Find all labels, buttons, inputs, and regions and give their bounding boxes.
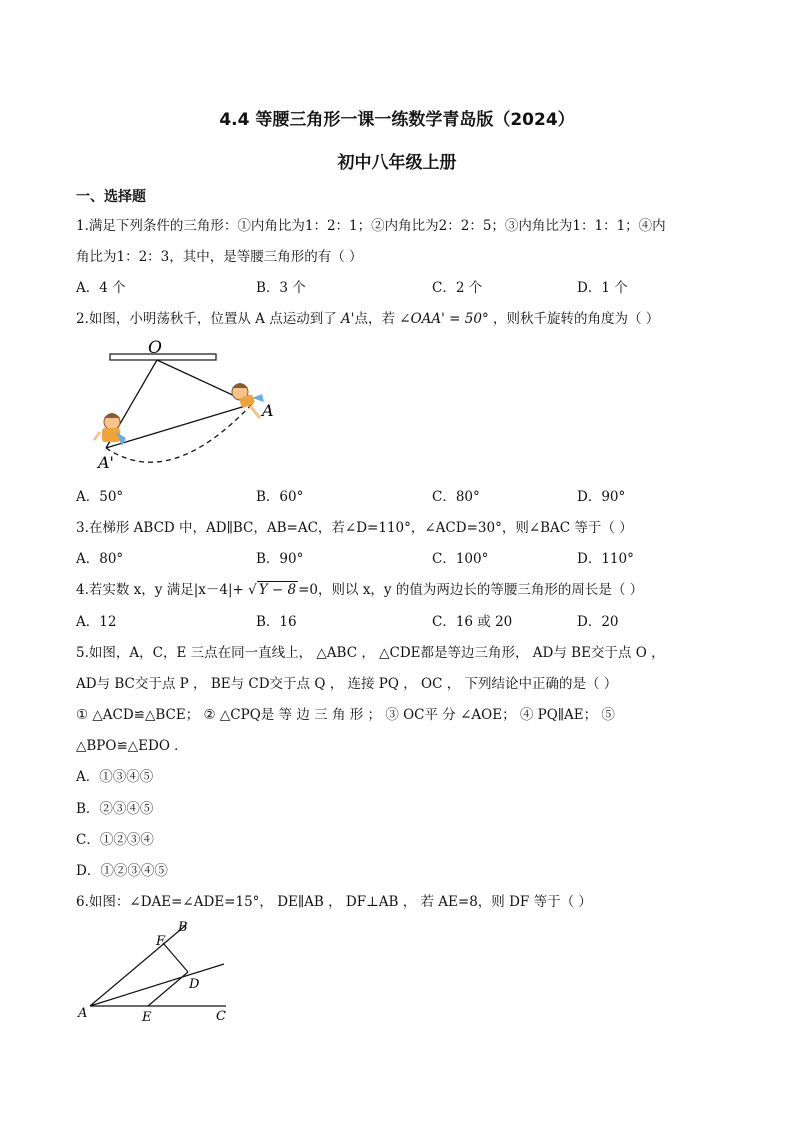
line-ab <box>90 925 186 1006</box>
q4-option-c: C．16 或 20 <box>432 614 513 630</box>
q4-stem-part: 4.若实数 x，y 满足|x－4|+ √ <box>76 582 257 598</box>
q5-line3: ① △ACD≌△BCE； ② △CPQ是 等 边 三 角 形 ； ③ OC平 分 ∠AOE； ④ PQ∥AE； ⑤ <box>76 707 615 723</box>
label-d: D <box>189 977 200 992</box>
child-right-icon <box>232 383 264 418</box>
q1-option-b: B．3 个 <box>256 280 306 296</box>
q5-line1: 5.如图，A，C，E 三点在同一直线上， △ABC ， △CDE都是等边三角形， AD与 BE交于点 O ， <box>76 645 665 661</box>
q2-stem-part: ，则秋千旋转的角度为（ ） <box>488 311 660 327</box>
swing-figure <box>90 336 290 476</box>
label-a: A <box>262 401 274 420</box>
q2-stem <box>76 309 659 329</box>
q1-line1: 1.满足下列条件的三角形：①内角比为1：2：1；②内角比为2：2：5；③内角比为1：1：1；④内 <box>76 218 666 234</box>
page-subtitle: 初中八年级上册 <box>337 153 457 173</box>
q5-option-a: A．①③④⑤ <box>76 769 154 785</box>
q5-option-d: D．①②③④⑤ <box>76 863 168 879</box>
label-e: E <box>142 1010 152 1025</box>
q4-option-b: B．16 <box>256 614 297 630</box>
q4-stem <box>76 580 643 600</box>
child-left-icon <box>94 413 126 446</box>
q2-option-d: D．90° <box>577 489 626 505</box>
label-a-prime: A' <box>98 453 114 472</box>
q1-line2: 角比为1：2：3，其中，是等腰三角形的有（ ） <box>76 249 363 265</box>
q5-option-b: B．②③④⑤ <box>76 801 154 817</box>
page-title: 4.4 等腰三角形一课一练数学青岛版（2024） <box>219 110 575 130</box>
q3-option-d: D．110° <box>577 551 634 567</box>
q4-option-d: D．20 <box>577 614 619 630</box>
q3-option-a: A．80° <box>76 551 124 567</box>
q1-option-a: A．4 个 <box>76 280 126 296</box>
swing-arc <box>106 404 252 462</box>
q4-option-a: A．12 <box>76 614 117 630</box>
label-b: B <box>178 920 188 935</box>
line-ad <box>90 964 224 1006</box>
q1-option-d: D．1 个 <box>577 280 628 296</box>
label-a: A <box>78 1006 88 1021</box>
section-heading: 一、选择题 <box>76 189 146 205</box>
q2-option-a: A．50° <box>76 489 124 505</box>
q5-line4: △BPO≌△EDO ． <box>76 738 188 754</box>
q2-stem-part: 2.如图，小明荡秋千，位置从 A 点运动到了 <box>76 311 342 327</box>
geometry-figure <box>74 915 244 1027</box>
segment-ed <box>148 972 188 1006</box>
label-f: F <box>156 934 166 949</box>
q6-stem: 6.如图：∠DAE=∠ADE=15°， DE∥AB ， DF⊥AB ， 若 AE=8，则 DF 等于（ ） <box>76 894 592 910</box>
q2-option-c: C．80° <box>432 489 480 505</box>
q3-stem: 3.在梯形 ABCD 中，AD∥BC，AB=AC，若∠D=110°，∠ACD=30°，则∠BAC 等于（ ） <box>76 520 633 536</box>
q4-stem-part: =0，则以 x，y 的值为两边长的等腰三角形的周长是（ ） <box>298 582 644 598</box>
q2-option-b: B．60° <box>256 489 304 505</box>
q2-stem-aprime: A' <box>341 311 355 327</box>
label-o: O <box>148 338 162 358</box>
q3-option-b: B．90° <box>256 551 304 567</box>
swing-bar <box>110 354 216 360</box>
label-c: C <box>216 1009 226 1024</box>
q2-stem-part: 点，若 <box>354 311 400 327</box>
q5-option-c: C．①②③④ <box>76 832 154 848</box>
q4-sqrt-expr: Y − 8 <box>258 582 297 598</box>
q3-option-c: C．100° <box>432 551 489 567</box>
q1-option-c: C．2 个 <box>432 280 483 296</box>
q5-line2: AD与 BC交于点 P ， BE与 CD交于点 Q ， 连接 PQ ， OC ， 下列结论中正确的是（ ） <box>76 676 618 692</box>
q2-stem-angle: ∠OAA' = 50° <box>399 311 489 327</box>
segment-fd <box>163 943 188 972</box>
